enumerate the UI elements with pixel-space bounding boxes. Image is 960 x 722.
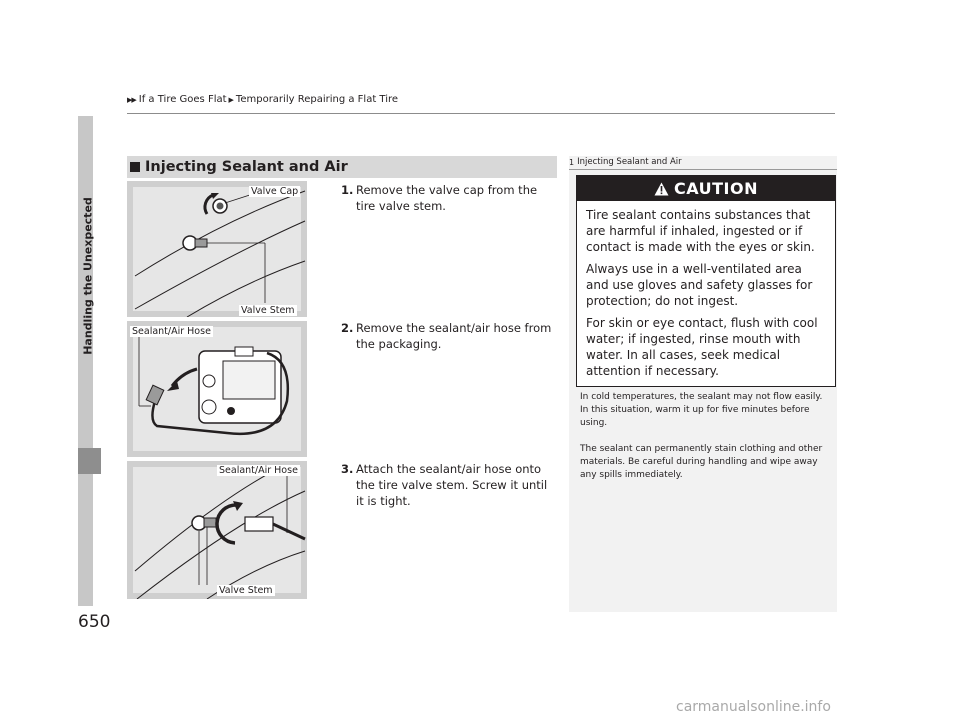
step-text: Remove the sealant/air hose from the packaging. bbox=[356, 321, 552, 351]
note-heading bbox=[569, 157, 837, 167]
breadcrumb-item[interactable]: If a Tire Goes Flat bbox=[138, 94, 227, 105]
step-text: Remove the valve cap from the tire valve stem. bbox=[356, 183, 538, 213]
section-square-icon bbox=[130, 162, 140, 172]
page-number: 650 bbox=[78, 612, 111, 632]
label-sealant-air-hose: Sealant/Air Hose bbox=[219, 465, 298, 476]
step-1 bbox=[341, 182, 556, 214]
step-2 bbox=[341, 320, 556, 352]
chapter-label: Handling the Unexpected bbox=[81, 197, 95, 355]
figure-valve-cap bbox=[127, 181, 307, 317]
figure-attach-hose bbox=[127, 461, 307, 599]
step-number: 2. bbox=[341, 321, 354, 335]
label-valve-stem: Valve Stem bbox=[219, 585, 273, 596]
label-sealant-air-hose: Sealant/Air Hose bbox=[132, 326, 211, 337]
breadcrumb bbox=[127, 94, 398, 105]
valve-cap-illustration bbox=[127, 181, 307, 317]
side-thumb-bar bbox=[78, 116, 93, 606]
step-number: 3. bbox=[341, 462, 354, 476]
step-text: Attach the sealant/air hose onto the tire valve stem. Screw it until it is tight. bbox=[356, 462, 548, 508]
sealant-kit-illustration bbox=[127, 321, 307, 457]
note-paragraph: The sealant can permanently stain clothing and other materials. Be careful during handling and wipe away any spills immediately. bbox=[580, 444, 823, 480]
caution-box bbox=[576, 175, 836, 387]
side-thumb-tab[interactable] bbox=[78, 448, 101, 474]
label-valve-stem: Valve Stem bbox=[241, 305, 295, 316]
step-number: 1. bbox=[341, 183, 354, 197]
figure-sealant-hose-kit bbox=[127, 321, 307, 457]
note-marker-icon: 1 bbox=[569, 157, 575, 167]
watermark: carmanualsonline.info bbox=[676, 699, 831, 715]
breadcrumb-item[interactable]: Temporarily Repairing a Flat Tire bbox=[235, 94, 399, 105]
note-rule bbox=[569, 169, 837, 170]
warning-triangle-icon bbox=[654, 182, 669, 196]
caution-header bbox=[577, 176, 835, 201]
caution-label: CAUTION bbox=[674, 179, 758, 198]
breadcrumb-arrow-icon: ▶▶ bbox=[127, 95, 136, 104]
attach-hose-illustration bbox=[127, 461, 307, 599]
label-valve-cap: Valve Cap bbox=[251, 186, 299, 197]
caution-paragraph: Always use in a well-ventilated area and use gloves and safety glasses for protection; do not ingest. bbox=[586, 262, 813, 308]
note-title: Injecting Sealant and Air bbox=[577, 157, 682, 167]
step-3 bbox=[341, 461, 556, 509]
caution-paragraph: For skin or eye contact, flush with cool water; if ingested, rinse mouth with water. In all cases, seek medical attention if necessary. bbox=[586, 316, 818, 378]
breadcrumb-arrow-icon: ▶ bbox=[228, 95, 234, 104]
header-rule bbox=[127, 113, 835, 114]
note-paragraph: In cold temperatures, the sealant may not flow easily. In this situation, warm it up for five minutes before using. bbox=[580, 392, 823, 428]
section-heading bbox=[127, 156, 557, 178]
caution-paragraph: Tire sealant contains substances that are harmful if inhaled, ingested or if contact is made with the eyes or skin. bbox=[586, 208, 815, 254]
section-title: Injecting Sealant and Air bbox=[145, 159, 348, 175]
